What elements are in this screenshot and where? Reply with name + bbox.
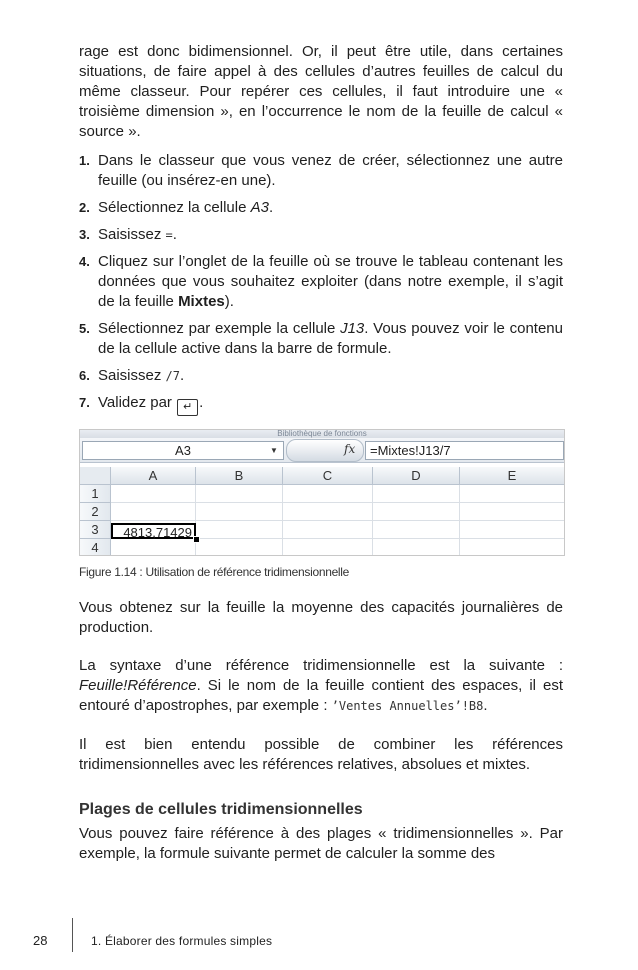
grid-line — [111, 502, 564, 503]
paragraph-combine: Il est bien entendu possible de combiner les références tridimensionnelles avec les références relatives, absolues et mixtes. — [79, 736, 563, 773]
section-heading: Plages de cellules tridimensionnelles — [79, 801, 363, 818]
intro-paragraph: rage est donc bidimensionnel. Or, il peut être utile, dans certaines situations, de faire appel à des cellules d’autres feuilles de calcul du même classeur. Pour repérer ces cellules, il faut introduire une « troisième dimension », en l’occurrence le nom de la feuille de calcul « source ». — [79, 43, 563, 140]
step-number: 7. — [79, 395, 90, 410]
row-header-1[interactable]: 1 — [80, 485, 111, 503]
figure-caption — [79, 565, 563, 579]
spreadsheet-figure — [79, 429, 565, 556]
step-6 — [79, 366, 563, 386]
enter-key-icon: ↵ — [177, 399, 198, 416]
step-text: Sélectionnez par exemple la cellule — [98, 320, 341, 337]
step-text: Cliquez sur l’onglet de la feuille où se trouve le tableau contenant les données que vous souhaitez exploiter (dans notre exemple, il s’agit de la feuille — [98, 253, 563, 310]
column-header-c[interactable]: C — [283, 467, 373, 485]
name-box[interactable]: A3 — [82, 441, 284, 460]
step-text: Validez par — [98, 394, 177, 411]
row-header-2[interactable]: 2 — [80, 503, 111, 521]
page-content — [79, 42, 563, 864]
page-number: 28 — [33, 933, 48, 948]
step-text-end: . Vous pouvez voir le contenu de la cellule active dans la barre de formule. — [98, 320, 563, 357]
step-number: 5. — [79, 321, 90, 336]
step-text: Dans le classeur que vous venez de créer, sélectionnez une autre feuille (ou insérez-en une). — [98, 152, 563, 189]
fx-icon[interactable]: fx — [344, 442, 356, 456]
code-text: /7 — [165, 369, 180, 383]
formula-input[interactable]: =Mixtes!J13/7 — [365, 441, 564, 460]
active-cell-a3[interactable]: 4813,71429 — [111, 523, 196, 539]
step-number: 3. — [79, 227, 90, 242]
syntax-text: La syntaxe d’une référence tridimensionnelle est la suivante : — [79, 657, 563, 674]
step-number: 2. — [79, 200, 90, 215]
paragraph-result: Vous obtenez sur la feuille la moyenne des capacités journalières de production. — [79, 599, 563, 636]
column-header-e[interactable]: E — [460, 467, 565, 485]
cell-reference: J13 — [340, 320, 365, 337]
code-example: ’Ventes Annuelles’!B8 — [331, 699, 484, 713]
row-header-3[interactable]: 3 — [80, 521, 111, 539]
chevron-down-icon[interactable]: ▼ — [270, 446, 278, 455]
step-5 — [79, 319, 563, 359]
step-7 — [79, 393, 563, 416]
step-text: Saisissez — [98, 367, 166, 384]
paragraph-syntax — [79, 656, 563, 716]
grid-line — [111, 520, 564, 521]
step-number: 4. — [79, 254, 90, 269]
sheet-name: Mixtes — [178, 293, 225, 310]
step-text: Sélectionnez la cellule — [98, 199, 251, 216]
ribbon-label: Bibliothèque de fonctions — [80, 430, 564, 438]
step-text-end: ). — [224, 293, 234, 310]
syntax-pattern: Feuille!Référence — [79, 677, 197, 694]
footer-divider — [72, 918, 73, 952]
cell-reference: A3 — [250, 199, 269, 216]
step-text-end: . — [199, 394, 204, 411]
section-paragraph: Vous pouvez faire référence à des plages « tridimensionnelles ». Par exemple, la formule suivante permet de calculer la somme des — [79, 825, 563, 862]
fill-handle[interactable] — [193, 536, 200, 543]
step-4 — [79, 252, 563, 312]
code-text: = — [165, 228, 173, 242]
step-number: 6. — [79, 368, 90, 383]
step-text-end: . — [179, 367, 185, 384]
step-text-end: . — [172, 226, 177, 243]
step-1 — [79, 151, 563, 191]
column-header-a[interactable]: A — [111, 467, 196, 485]
steps-list — [79, 151, 563, 416]
select-all-corner[interactable] — [80, 467, 111, 485]
step-2 — [79, 198, 563, 218]
caption-number: Figure 1.14 : — [79, 565, 143, 579]
step-number: 1. — [79, 153, 90, 168]
step-3 — [79, 225, 563, 245]
column-header-b[interactable]: B — [196, 467, 283, 485]
step-text: Saisissez — [98, 226, 166, 243]
caption-text: Utilisation de référence tridimensionnelle — [145, 565, 350, 579]
column-header-d[interactable]: D — [373, 467, 460, 485]
syntax-text-end: . — [483, 697, 488, 714]
syntax-text-mid: . Si le nom de la feuille contient des espaces, il est entouré d’apostrophes, par exemple : — [79, 677, 563, 714]
step-text-end: . — [268, 199, 274, 216]
row-header-4[interactable]: 4 — [80, 539, 111, 556]
chapter-title: 1. Élaborer des formules simples — [91, 934, 273, 948]
formula-bar — [80, 438, 564, 463]
